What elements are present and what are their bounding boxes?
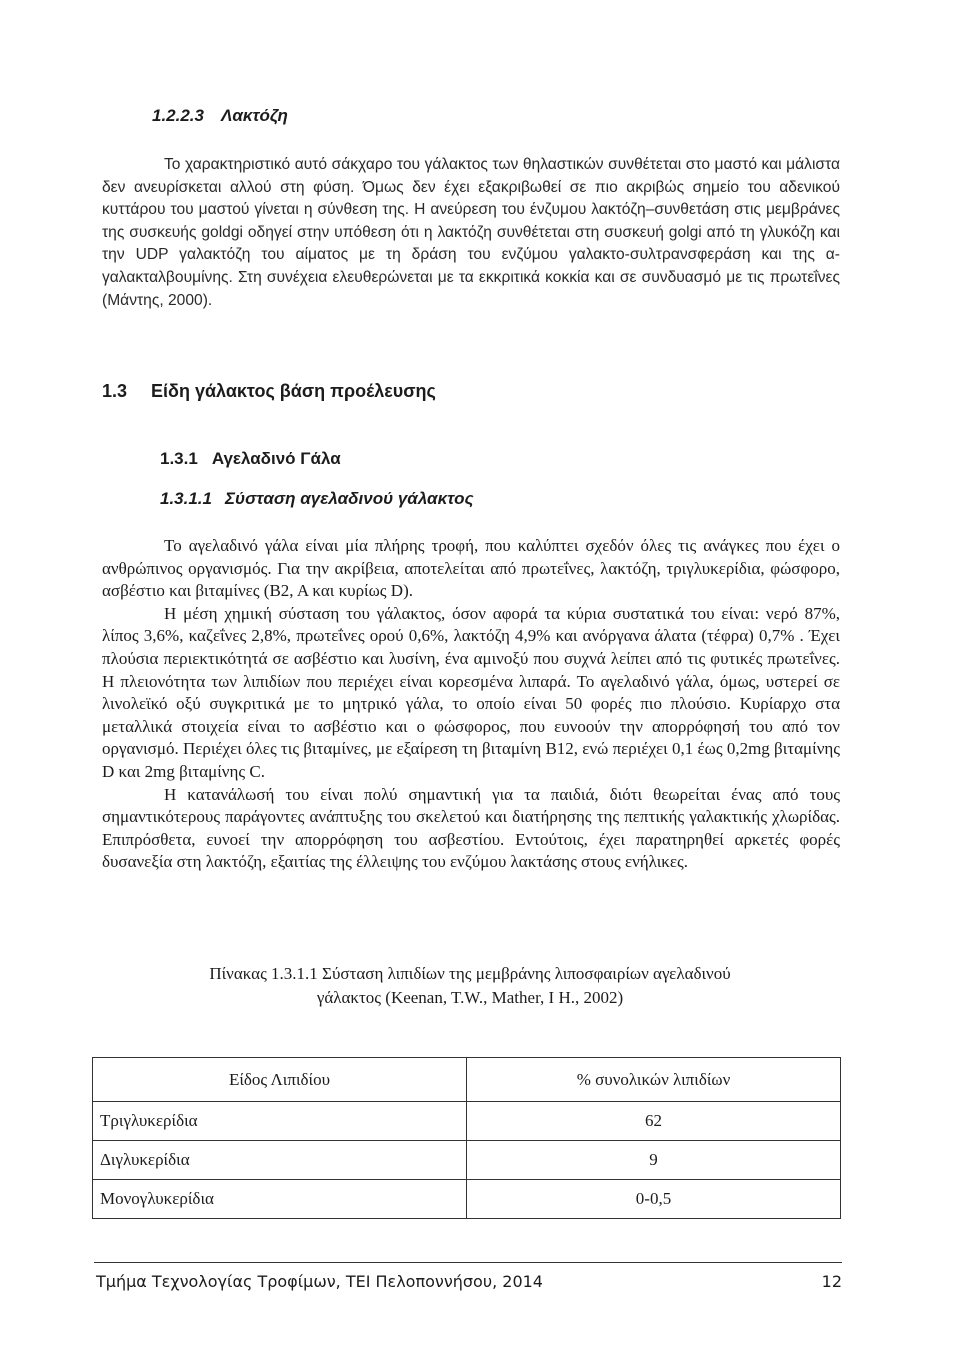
table-header-row <box>93 1058 841 1102</box>
lactose-paragraph <box>102 154 840 312</box>
table-caption <box>100 962 840 1010</box>
table-row <box>93 1102 841 1141</box>
paragraph-2: Η μέση χημική σύσταση του γάλακτος, όσον αφορά τα κύρια συστατικά του είναι: νερό 87%, λίπος 3,6%, καζεΐνες 2,8%, πρωτεΐνες ορού 0,6%, λακτόζη 4,9% και ανόργανα άλατα (τέφρα) 0,7% . Έχει πλούσια περιεκτικότητά σε ασβέστιο και λυσίνη, ένα αμινοξύ που συχνά λείπει από τις φυτικές πρωτεΐνες. Η πλειονότητα των λιπιδίων που περιέχει είναι κορεσμένα λιπαρά. Το αγελαδινό γάλα, όμως, υστερεί σε λινολεϊκό οξύ συγκριτικά με το μητρικό γάλα, το οποίο είναι 50 φορές πιο πλούσιο. Κυρίαρχο στα μεταλλικά στοιχεία είναι το ασβέστιο και ο φώσφορος, που ευνοούν την απορρόφησή του από τον οργανισμό. Περιέχει όλες τις βιταμίνες, με εξαίρεση τη βιταμίνη B12, ενώ περιέχει 0,1 έως 0,2mg βιταμίνης D και 2mg βιταμίνης C. <box>102 603 840 781</box>
cell-lipid-value: 9 <box>467 1141 841 1180</box>
cell-lipid-name: Μονογλυκερίδια <box>93 1180 467 1219</box>
paragraph-3: Η κατανάλωσή του είναι πολύ σημαντική για τα παιδιά, διότι θεωρείται ένας από τους σημαντικότερους παράγοντες ανάπτυξης του σκελετού και διατήρησης της πεπτικής γαλακτικής χλωρίδας. Επιπρόσθετα, ευνοεί την απορρόφηση του ασβεστίου. Εντούτοις, έχει παρατηρηθεί αρκετές φορές δυσανεξία στη λακτόζη, εξαιτίας της έλλειψης του ενζύμου λακτάσης στους ενήλικες. <box>102 784 840 872</box>
heading-1-3-1 <box>160 449 341 469</box>
caption-line-1: Πίνακας 1.3.1.1 Σύσταση λιπιδίων της μεμβράνης λιποσφαιρίων αγελαδινού <box>209 964 731 983</box>
heading-number: 1.3.1 <box>160 449 198 468</box>
cell-lipid-name: Τριγλυκερίδια <box>93 1102 467 1141</box>
heading-number: 1.3 <box>102 381 128 401</box>
footer-divider <box>94 1262 842 1263</box>
heading-title: Λακτόζη <box>221 106 288 125</box>
cell-lipid-name: Διγλυκερίδια <box>93 1141 467 1180</box>
heading-title: Σύσταση αγελαδινού γάλακτος <box>225 489 474 508</box>
table-row <box>93 1141 841 1180</box>
lipid-table <box>92 1057 841 1219</box>
caption-line-2: γάλακτος (Keenan, T.W., Mather, I H., 2002) <box>316 988 624 1007</box>
heading-1-3 <box>102 381 436 402</box>
page-number: 12 <box>821 1272 842 1291</box>
footer-text: Τμήμα Τεχνολογίας Τροφίμων, ΤΕΙ Πελοποννήσου, 2014 <box>96 1272 543 1291</box>
heading-number: 1.3.1.1 <box>160 489 212 508</box>
table-row <box>93 1180 841 1219</box>
paragraph-1: Το αγελαδινό γάλα είναι μία πλήρης τροφή, που καλύπτει σχεδόν όλες τις ανάγκες που έχει ο ανθρώπινος οργανισμός. Για την ακρίβεια, αποτελείται από πρωτεΐνες, λακτόζη, τριγλυκερίδια, φώσφορο, ασβέστιο και βιταμίνες (B2, A και κυρίως D). <box>102 536 840 601</box>
paragraph-text: Το χαρακτηριστικό αυτό σάκχαρο του γάλακτος των θηλαστικών συνθέτεται στο μαστό και μάλιστα δεν ανευρίσκεται αλλού στη φύση. Όμως δεν έχει εξακριβωθεί σε πιο ακριβώς σημείο του αδενικού κυττάρου του μαστού γίνεται η σύνθεση της. Η ανεύρεση του ένζυμου λακτόζη–συνθετάση στις μεμβράνες της συσκευής goldgi οδηγεί στην υπόθεση ότι η λακτόζη συνθέτεται στη συσκευή golgi από τη γλυκόζη και την UDP γαλακτόζη του αίματος με τη δράση του ενζύμου γαλακτο-συλτρανσφεράση και της α-γαλακταλβουμίνης. Στη συνέχεια ελευθερώνεται με τα εκκριτικά κοκκία και σε συνδυασμό με τις πρωτεΐνες (Μάντης, 2000). <box>102 156 840 309</box>
cell-lipid-value: 0-0,5 <box>467 1180 841 1219</box>
header-cell-lipid-type: Είδος Λιπιδίου <box>93 1058 467 1102</box>
heading-lactose <box>152 106 288 126</box>
composition-text <box>102 535 840 874</box>
heading-title: Αγελαδινό Γάλα <box>211 449 341 468</box>
cell-lipid-value: 62 <box>467 1102 841 1141</box>
header-cell-percentage: % συνολικών λιπιδίων <box>467 1058 841 1102</box>
heading-title: Είδη γάλακτος βάση προέλευσης <box>151 381 436 401</box>
heading-number: 1.2.2.3 <box>152 106 204 125</box>
heading-1-3-1-1 <box>160 489 474 509</box>
